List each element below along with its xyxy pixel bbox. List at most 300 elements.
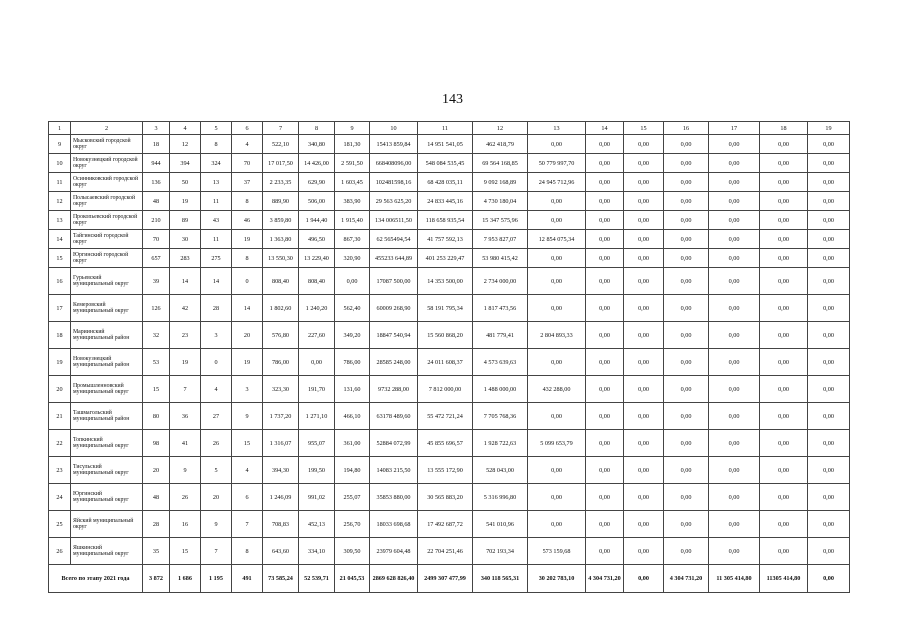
column-number-15: 15 [624,122,664,135]
table-cell: 28 [143,511,170,538]
table-row [49,154,850,173]
table-cell: 50 [170,173,201,192]
column-number-2: 2 [71,122,143,135]
table-cell: 0,00 [709,430,760,457]
table-cell: 1 817 473,56 [473,295,528,322]
table-cell: 8 [232,192,263,211]
table-cell: 191,70 [299,376,335,403]
table-cell: 89 [170,211,201,230]
total-cell: 73 585,24 [263,565,299,593]
table-cell: 102481598,16 [370,173,418,192]
table-cell: 0,00 [808,192,850,211]
table-row [49,376,850,403]
table-cell: 26 [170,484,201,511]
table-cell: 0,00 [808,457,850,484]
row-number-cell: 18 [49,322,71,349]
table-cell: 0,00 [760,211,808,230]
table-cell: 0,00 [586,295,624,322]
table-cell: 2 591,50 [335,154,370,173]
table-cell: 0,00 [664,135,709,154]
table-cell: 1 737,20 [263,403,299,430]
table-cell: 50 779 997,70 [528,154,586,173]
table-cell: 0,00 [760,154,808,173]
total-cell: 21 045,53 [335,565,370,593]
table-cell: 63178 489,60 [370,403,418,430]
data-table [48,121,850,593]
table-cell: 340,80 [299,135,335,154]
table-cell: 0,00 [760,349,808,376]
total-cell: 3 872 [143,565,170,593]
table-cell: 181,30 [335,135,370,154]
table-cell: 0,00 [664,173,709,192]
table-cell: 0 [201,349,232,376]
table-cell: 401 253 229,47 [418,249,473,268]
table-cell: 0,00 [586,376,624,403]
municipality-name-cell: Ташмагольский муниципальный район [71,403,143,430]
table-cell: 28585 248,00 [370,349,418,376]
table-cell: 0,00 [760,538,808,565]
column-number-1: 1 [49,122,71,135]
table-cell: 0,00 [709,376,760,403]
table-row [49,230,850,249]
table-cell: 8 [201,135,232,154]
table-cell: 20 [201,484,232,511]
table-cell: 4 573 639,63 [473,349,528,376]
municipality-name-cell: Мысковский городской округ [71,135,143,154]
table-cell: 39 [143,268,170,295]
table-cell: 0,00 [709,322,760,349]
table-cell: 0,00 [709,249,760,268]
table-cell: 9 [201,511,232,538]
table-cell: 0,00 [760,230,808,249]
table-cell: 19 [232,349,263,376]
table-cell: 0,00 [586,322,624,349]
table-cell: 4 [201,376,232,403]
row-number-cell: 14 [49,230,71,249]
table-cell: 0,00 [808,211,850,230]
table-cell: 0,00 [664,192,709,211]
table-cell: 944 [143,154,170,173]
table-cell: 22 704 251,46 [418,538,473,565]
table-cell: 0,00 [664,457,709,484]
row-number-cell: 23 [49,457,71,484]
table-cell: 24 833 445,16 [418,192,473,211]
table-cell: 18847 540,94 [370,322,418,349]
table-cell: 0,00 [664,230,709,249]
table-cell: 0,00 [760,457,808,484]
total-label-cell: Всего по этапу 2021 года [49,565,143,593]
table-cell: 48 [143,484,170,511]
column-number-12: 12 [473,122,528,135]
row-number-cell: 25 [49,511,71,538]
column-number-14: 14 [586,122,624,135]
column-number-13: 13 [528,122,586,135]
table-cell: 0,00 [760,511,808,538]
table-cell: 19 [170,192,201,211]
table-cell: 62 565494,54 [370,230,418,249]
table-cell: 12 854 075,34 [528,230,586,249]
table-header-row [49,122,850,135]
table-cell: 14 [201,268,232,295]
table-cell: 0,00 [624,538,664,565]
table-cell: 7 [170,376,201,403]
table-cell: 0,00 [709,295,760,322]
table-cell: 53 980 415,42 [473,249,528,268]
row-number-cell: 20 [49,376,71,403]
table-cell: 7 [232,511,263,538]
table-cell: 0,00 [586,430,624,457]
table-cell: 46 [232,211,263,230]
table-cell: 0,00 [586,268,624,295]
table-cell: 657 [143,249,170,268]
table-cell: 23979 604,48 [370,538,418,565]
table-cell: 0,00 [586,484,624,511]
table-cell: 1 603,45 [335,173,370,192]
table-cell: 29 563 625,20 [370,192,418,211]
table-cell: 0,00 [760,135,808,154]
table-cell: 361,00 [335,430,370,457]
table-cell: 80 [143,403,170,430]
table-cell: 0,00 [586,135,624,154]
table-cell: 349,20 [335,322,370,349]
table-cell: 4 [232,457,263,484]
table-cell: 889,90 [263,192,299,211]
table-row [49,135,850,154]
table-cell: 7 705 768,36 [473,403,528,430]
table-cell: 0,00 [664,484,709,511]
table-cell: 9 [170,457,201,484]
table-row [49,295,850,322]
table-cell: 131,60 [335,376,370,403]
table-cell: 0,00 [624,154,664,173]
table-cell: 41 757 592,13 [418,230,473,249]
table-cell: 48 [143,192,170,211]
municipality-name-cell: Осинниковский городской округ [71,173,143,192]
table-cell: 5 099 653,79 [528,430,586,457]
municipality-name-cell: Прокопьевский городской округ [71,211,143,230]
table-cell: 53 [143,349,170,376]
table-cell: 14 [170,268,201,295]
total-cell: 4 304 731,20 [664,565,709,593]
column-number-19: 19 [808,122,850,135]
table-cell: 98 [143,430,170,457]
table-cell: 0,00 [709,349,760,376]
table-cell: 24 011 608,37 [418,349,473,376]
total-cell: 11305 414,80 [760,565,808,593]
table-cell: 0,00 [709,154,760,173]
table-cell: 0,00 [709,538,760,565]
table-cell: 0,00 [624,349,664,376]
municipality-name-cell: Мариинский муниципальный район [71,322,143,349]
municipality-name-cell: Промышленновский муниципальный округ [71,376,143,403]
table-cell: 0,00 [664,538,709,565]
table-cell: 18 [143,135,170,154]
table-row [49,322,850,349]
table-cell: 14 [232,295,263,322]
table-cell: 0,00 [808,268,850,295]
table-cell: 118 658 935,54 [418,211,473,230]
table-cell: 0,00 [624,403,664,430]
table-cell: 1 271,10 [299,403,335,430]
table-cell: 134 006511,50 [370,211,418,230]
table-cell: 13 555 172,90 [418,457,473,484]
table-cell: 334,10 [299,538,335,565]
table-cell: 0,00 [709,192,760,211]
table-cell: 702 193,34 [473,538,528,565]
table-cell: 0,00 [586,538,624,565]
table-cell: 17087 500,00 [370,268,418,295]
table-cell: 4 [232,135,263,154]
table-cell: 55 472 721,24 [418,403,473,430]
table-cell: 0,00 [709,211,760,230]
total-cell: 11 305 414,80 [709,565,760,593]
table-cell: 466,10 [335,403,370,430]
table-cell: 2 804 893,33 [528,322,586,349]
municipality-name-cell: Яйский муниципальный округ [71,511,143,538]
page-number: 143 [442,92,463,107]
municipality-name-cell: Тисульский муниципальный округ [71,457,143,484]
table-cell: 481 779,41 [473,322,528,349]
table-cell: 1 488 000,00 [473,376,528,403]
table-cell: 0,00 [528,511,586,538]
table-cell: 0,00 [624,230,664,249]
row-number-cell: 24 [49,484,71,511]
table-cell: 320,90 [335,249,370,268]
municipality-name-cell: Тайгинский городской округ [71,230,143,249]
table-cell: 227,60 [299,322,335,349]
municipality-name-cell: Гурьевский муниципальный округ [71,268,143,295]
table-cell: 0,00 [760,322,808,349]
table-cell: 0,00 [664,511,709,538]
municipality-name-cell: Юргинский муниципальный округ [71,484,143,511]
table-cell: 0,00 [624,192,664,211]
table-cell: 30 565 883,20 [418,484,473,511]
table-cell: 955,07 [299,430,335,457]
table-cell: 0,00 [528,295,586,322]
total-cell: 2869 628 826,40 [370,565,418,593]
table-cell: 0,00 [709,135,760,154]
row-number-cell: 26 [49,538,71,565]
table-cell: 0,00 [808,511,850,538]
table-cell: 70 [143,230,170,249]
table-cell: 432 288,00 [528,376,586,403]
table-cell: 27 [201,403,232,430]
column-number-8: 8 [299,122,335,135]
table-cell: 0,00 [808,484,850,511]
table-cell: 0,00 [586,154,624,173]
table-cell: 283 [170,249,201,268]
table-cell: 11 [201,192,232,211]
table-cell: 383,90 [335,192,370,211]
table-cell: 7 953 827,07 [473,230,528,249]
table-cell: 36 [170,403,201,430]
column-number-18: 18 [760,122,808,135]
table-cell: 58 191 795,34 [418,295,473,322]
table-cell: 41 [170,430,201,457]
table-cell: 0,00 [808,135,850,154]
table-cell: 668408096,00 [370,154,418,173]
table-cell: 0,00 [760,403,808,430]
table-cell: 15 [232,430,263,457]
table-cell: 0,00 [760,249,808,268]
table-cell: 68 428 035,11 [418,173,473,192]
table-cell: 32 [143,322,170,349]
municipality-name-cell: Полысаевский городской округ [71,192,143,211]
table-cell: 6 [232,484,263,511]
table-cell: 19 [232,230,263,249]
table-cell: 0,00 [624,511,664,538]
row-number-cell: 13 [49,211,71,230]
table-cell: 0,00 [624,322,664,349]
table-cell: 13 229,40 [299,249,335,268]
table-cell: 541 010,96 [473,511,528,538]
table-cell: 17 492 687,72 [418,511,473,538]
total-cell: 0,00 [624,565,664,593]
table-cell: 0,00 [586,511,624,538]
table-cell: 0,00 [709,484,760,511]
table-cell: 20 [232,322,263,349]
table-cell: 0,00 [760,173,808,192]
municipality-name-cell: Юргинский городской округ [71,249,143,268]
table-cell: 30 [170,230,201,249]
table-cell: 136 [143,173,170,192]
table-cell: 15 [143,376,170,403]
table-cell: 0,00 [624,173,664,192]
table-cell: 0,00 [709,230,760,249]
table-cell: 13 [201,173,232,192]
table-cell: 455233 644,89 [370,249,418,268]
total-cell: 340 118 565,31 [473,565,528,593]
total-cell: 52 539,71 [299,565,335,593]
table-cell: 8 [232,538,263,565]
table-cell: 323,30 [263,376,299,403]
table-cell: 0,00 [528,349,586,376]
table-cell: 9732 288,00 [370,376,418,403]
table-cell: 0,00 [709,403,760,430]
table-cell: 9 092 168,89 [473,173,528,192]
table-cell: 26 [201,430,232,457]
table-cell: 0,00 [664,249,709,268]
table-row [49,511,850,538]
table-cell: 394 [170,154,201,173]
table-cell: 24 945 712,96 [528,173,586,192]
table-cell: 786,00 [335,349,370,376]
table-cell: 3 [232,376,263,403]
table-cell: 43 [201,211,232,230]
column-number-11: 11 [418,122,473,135]
table-cell: 4 730 180,04 [473,192,528,211]
table-cell: 0,00 [760,430,808,457]
table-cell: 0,00 [528,211,586,230]
table-cell: 0,00 [808,538,850,565]
row-number-cell: 10 [49,154,71,173]
table-cell: 14 426,00 [299,154,335,173]
table-cell: 69 564 168,85 [473,154,528,173]
table-cell: 1 363,80 [263,230,299,249]
table-cell: 18033 698,68 [370,511,418,538]
table-cell: 562,40 [335,295,370,322]
table-cell: 0,00 [624,135,664,154]
table-cell: 0,00 [709,268,760,295]
table-cell: 7 [201,538,232,565]
table-cell: 7 812 000,00 [418,376,473,403]
row-number-cell: 11 [49,173,71,192]
table-cell: 0,00 [624,484,664,511]
table-cell: 528 043,00 [473,457,528,484]
row-number-cell: 21 [49,403,71,430]
table-cell: 3 [201,322,232,349]
municipality-name-cell: Яшкинский муниципальный округ [71,538,143,565]
table-cell: 0,00 [808,230,850,249]
table-cell: 0,00 [808,322,850,349]
table-row [49,173,850,192]
table-cell: 0,00 [760,295,808,322]
table-cell: 126 [143,295,170,322]
table-cell: 0,00 [528,268,586,295]
table-cell: 15413 859,84 [370,135,418,154]
table-cell: 0,00 [624,457,664,484]
column-number-5: 5 [201,122,232,135]
column-number-7: 7 [263,122,299,135]
table-cell: 0,00 [709,457,760,484]
table-cell: 0,00 [586,230,624,249]
table-cell: 0,00 [664,430,709,457]
table-cell: 0,00 [528,403,586,430]
table-cell: 576,80 [263,322,299,349]
table-cell: 2 233,35 [263,173,299,192]
column-number-6: 6 [232,122,263,135]
column-number-9: 9 [335,122,370,135]
row-number-cell: 17 [49,295,71,322]
table-row [49,484,850,511]
table-cell: 12 [170,135,201,154]
row-number-cell: 19 [49,349,71,376]
total-cell: 491 [232,565,263,593]
column-number-16: 16 [664,122,709,135]
table-cell: 394,30 [263,457,299,484]
table-cell: 0,00 [808,430,850,457]
row-number-cell: 15 [49,249,71,268]
table-row [49,192,850,211]
table-cell: 0,00 [760,268,808,295]
table-cell: 0,00 [760,192,808,211]
table-cell: 0,00 [760,376,808,403]
table-cell: 0,00 [624,376,664,403]
table-row [49,268,850,295]
table-cell: 0,00 [299,349,335,376]
table-cell: 629,90 [299,173,335,192]
table-cell: 0,00 [586,192,624,211]
municipality-name-cell: Новокузнецкий городской округ [71,154,143,173]
table-cell: 0,00 [808,349,850,376]
table-cell: 0,00 [664,154,709,173]
column-number-10: 10 [370,122,418,135]
total-row [49,565,850,593]
table-cell: 0,00 [586,173,624,192]
column-number-17: 17 [709,122,760,135]
table-cell: 2 734 000,00 [473,268,528,295]
table-cell: 0,00 [528,192,586,211]
table-cell: 0,00 [586,249,624,268]
table-cell: 1 246,09 [263,484,299,511]
table-cell: 20 [143,457,170,484]
table-cell: 15 [170,538,201,565]
row-number-cell: 12 [49,192,71,211]
table-cell: 506,00 [299,192,335,211]
table-cell: 309,50 [335,538,370,565]
table-cell: 522,10 [263,135,299,154]
table-cell: 708,83 [263,511,299,538]
